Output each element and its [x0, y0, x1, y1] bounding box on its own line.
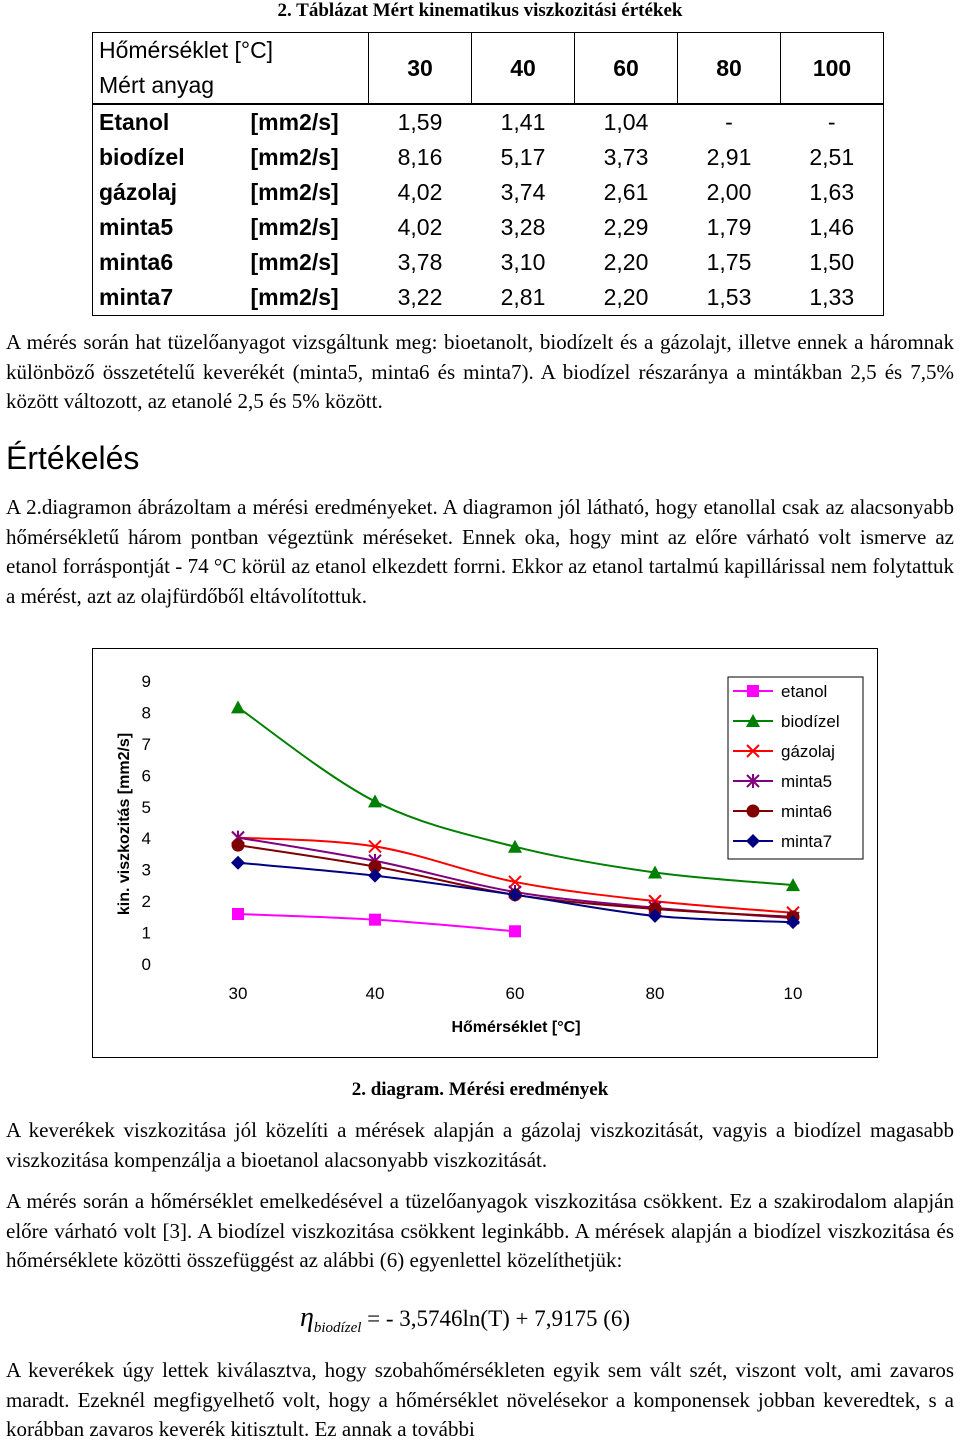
data-point-minta7: [508, 888, 522, 902]
table-cell: 3,28: [500, 214, 546, 240]
row-name: minta6: [99, 249, 174, 275]
chart-svg: [93, 649, 877, 1057]
table-cell: 2,20: [603, 249, 649, 275]
viscosity-table: [92, 32, 884, 316]
data-point-minta6: [232, 839, 245, 852]
table-cell: 2,91: [706, 144, 752, 170]
data-point-etanol: [369, 914, 381, 926]
y-tick-label: 9: [141, 672, 151, 691]
table-row: [93, 140, 884, 175]
x-axis-title: Hőmérséklet [°C]: [451, 1019, 581, 1036]
section-title: Értékelés: [6, 440, 140, 476]
table-row: [93, 280, 884, 316]
legend-label: etanol: [781, 682, 828, 701]
x-tick-label: 80: [645, 984, 665, 1003]
table-cell: -: [678, 104, 781, 140]
x-tick-label: 40: [365, 984, 385, 1003]
table-cell: 3,74: [500, 179, 546, 205]
table-header-row: [93, 33, 884, 105]
data-point-biodízel: [231, 700, 245, 713]
table-cell: 2,51: [809, 144, 855, 170]
x-tick-label: 60: [505, 984, 525, 1003]
row-name: gázolaj: [99, 179, 177, 205]
table-caption: 2. Táblázat Mért kinematikus viszkozitási értékek: [277, 0, 683, 21]
table-cell: 1,33: [809, 284, 855, 310]
y-tick-label: 8: [141, 703, 151, 723]
table-cell: 1,75: [706, 249, 752, 275]
row-unit: [mm2/s]: [250, 249, 339, 275]
temp-header: 100: [781, 33, 884, 105]
equation-symbol: η: [300, 1302, 314, 1333]
y-tick-label: 0: [141, 955, 151, 974]
equation-number: (6): [603, 1306, 631, 1331]
y-tick-label: 6: [141, 766, 151, 786]
paragraph-samples: A mérés során hat tüzelőanyagot vizsgáltunk meg: bioetanolt, biodízelt és a gázolajt, illetve ennek a háromnak különböző összetételű keverékét (minta5, minta6 és minta7). A biodízel részaránya a mintákban 2,5 és 7,5% között változott, az etanolé 2,5 és 5% között.: [6, 330, 954, 413]
figure-caption: 2. diagram. Mérési eredmények: [351, 1079, 609, 1100]
y-tick-label: 7: [141, 734, 151, 754]
y-tick-label: 5: [141, 797, 151, 817]
table-cell: 3,78: [397, 249, 443, 275]
legend-label: biodízel: [781, 712, 840, 731]
table-cell: 8,16: [397, 144, 443, 170]
row-unit: [mm2/s]: [250, 144, 339, 170]
table-row: [93, 175, 884, 210]
table-cell: 5,17: [500, 144, 546, 170]
equation-6: [300, 1302, 630, 1342]
temp-header: 60: [575, 33, 678, 105]
table-cell: 2,00: [706, 179, 752, 205]
table-cell: 1,59: [369, 104, 472, 140]
corner-material-label: Mért anyag: [99, 72, 215, 98]
temp-header: 30: [369, 33, 472, 105]
paragraph-mixtures: A keverékek viszkozitása jól közelíti a mérések alapján a gázolaj viszkozitását, vagyis a biodízel magasabb viszkozitása kompenzálja a bioetanol alacsonyabb viszkozitását.: [6, 1118, 954, 1172]
table-cell: 1,46: [809, 214, 855, 240]
row-name: biodízel: [99, 144, 185, 170]
legend-label: minta7: [781, 832, 833, 851]
row-unit: [mm2/s]: [250, 284, 339, 310]
legend-marker-etanol: [747, 685, 759, 697]
x-tick-label: 10: [783, 984, 803, 1003]
paragraph-observation: A keverékek úgy lettek kiválasztva, hogy szobahőmérsékleten egyik sem vált szét, viszont volt, ami zavaros maradt. Ezeknél megfigyelhető volt, hogy a hőmérséklet növelésekor a komponensek jobban keveredtek, s a korábban zavaros keverék kitisztult. Ez annak a további: [6, 1358, 954, 1441]
equation-subscript: biodízel: [313, 1320, 362, 1336]
data-point-minta7: [231, 856, 245, 870]
table-cell: 3,73: [603, 144, 649, 170]
table-cell: 2,81: [500, 284, 546, 310]
data-point-etanol: [509, 925, 521, 937]
equation-rhs: = - 3,5746ln(T) + 7,9175: [367, 1306, 598, 1331]
temp-header: 40: [472, 33, 575, 105]
table-cell: 4,02: [397, 179, 443, 205]
y-tick-label: 3: [141, 860, 151, 880]
y-tick-label: 4: [141, 829, 151, 849]
y-tick-label: 2: [141, 892, 151, 912]
table-corner-cell: [93, 33, 369, 105]
y-axis-title: kin. viszkozitás [mm2/s]: [116, 732, 133, 916]
data-point-biodízel: [368, 794, 382, 807]
row-name: Etanol: [93, 104, 251, 140]
table-cell: 1,50: [809, 249, 855, 275]
legend-label: minta6: [781, 802, 833, 821]
table-cell: 1,04: [575, 104, 678, 140]
table-cell: 1,53: [706, 284, 752, 310]
row-unit: [mm2/s]: [251, 104, 369, 140]
corner-temperature-label: Hőmérséklet [°C]: [99, 37, 274, 63]
data-point-etanol: [232, 908, 244, 920]
table-row: [93, 104, 884, 140]
paragraph-evaluation: A 2.diagramon ábrázoltam a mérési eredményeket. A diagramon jól látható, hogy etanollal csak az alacsonyabb hőmérsékletű három pontban végeztünk méréseket. Ennek oka, hogy mint az előre várható volt ismerve az etanol forráspontját - 74 °C körül az etanol elkezdett forrni. Ekkor az etanol tartalmú kapillárissal nem folytattuk a mérést, azt az olajfürdőből eltávolítottuk.: [6, 495, 954, 608]
row-unit: [mm2/s]: [250, 179, 339, 205]
table-cell: 3,10: [500, 249, 546, 275]
table-cell: 2,61: [603, 179, 649, 205]
table-row: [93, 245, 884, 280]
table-cell: 4,02: [397, 214, 443, 240]
legend-marker-minta6: [747, 805, 760, 818]
x-tick-label: 30: [228, 984, 248, 1003]
temp-header: 80: [678, 33, 781, 105]
legend-label: gázolaj: [781, 742, 835, 761]
row-unit: [mm2/s]: [250, 214, 339, 240]
table-cell: 1,41: [472, 104, 575, 140]
table-cell: -: [781, 104, 884, 140]
legend-label: minta5: [781, 772, 833, 791]
paragraph-temperature: A mérés során a hőmérséklet emelkedésével a tüzelőanyagok viszkozitása csökkent. Ez a szakirodalom alapján előre várható volt [3]. A biodízel viszkozitása csökkent leginkább. A mérések alapján a biodízel viszkozitása és hőmérséklete közötti összefüggést az alábbi (6) egyenlettel közelíthetjük:: [6, 1189, 954, 1272]
table-cell: 2,29: [603, 214, 649, 240]
y-tick-label: 1: [141, 923, 151, 943]
row-name: minta7: [99, 284, 174, 310]
table-cell: 1,79: [706, 214, 752, 240]
table-row: [93, 210, 884, 245]
viscosity-chart: [92, 648, 878, 1058]
row-name: minta5: [99, 214, 174, 240]
table-cell: 1,63: [809, 179, 855, 205]
table-cell: 2,20: [603, 284, 649, 310]
table-cell: 3,22: [397, 284, 443, 310]
